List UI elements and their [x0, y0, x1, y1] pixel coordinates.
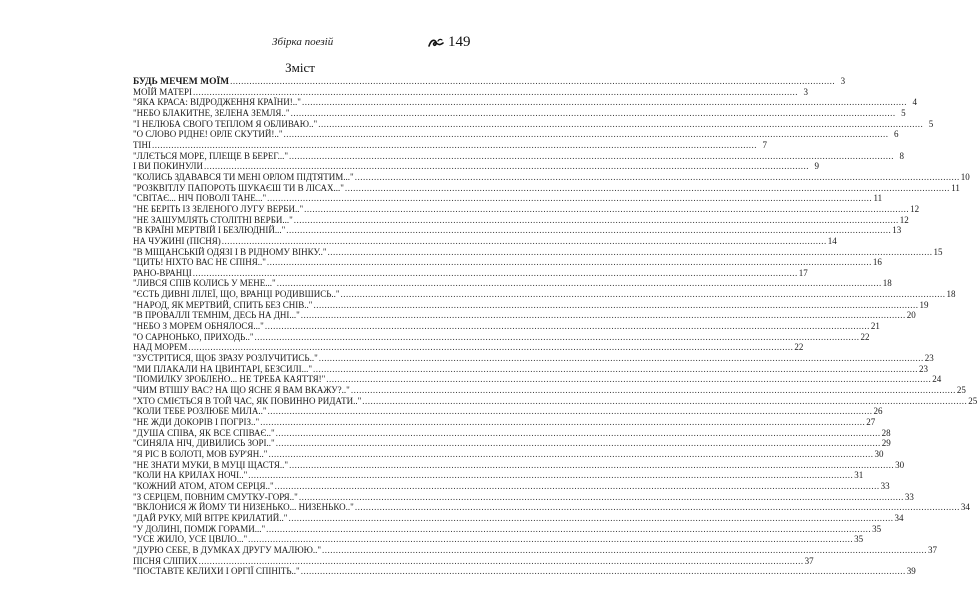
toc-entry[interactable] [133, 448, 884, 460]
toc-entry-title: ТІНІ [133, 139, 151, 150]
toc-leader-dots [302, 97, 907, 108]
toc-leader-dots [276, 428, 881, 439]
toc-entry-title: "У ДОЛИНІ, ПОМІЖ ГОРАМИ..." [133, 523, 266, 534]
toc-entry-title: "КОЛИ НА КРИЛАХ НОЧІ.." [133, 470, 248, 481]
toc-entry-title: БУДЬ МЕЧЕМ МОЇМ [133, 77, 230, 87]
toc-entry-title: "РОЗКВІТЛУ ПАПОРОТЬ ШУКАЄШ ТИ В ЛІСАХ..." [133, 182, 344, 193]
toc-entry-page: 22 [794, 342, 804, 353]
toc-entry-title: "НЕ ЖДИ ДОКОРІВ І ПОГРІЗ.." [133, 417, 260, 427]
toc-entry[interactable] [133, 480, 890, 492]
toc-entry[interactable] [133, 267, 808, 279]
toc-entry-page: 18 [882, 278, 892, 289]
toc-leader-dots [291, 108, 896, 119]
toc-entry[interactable] [133, 491, 914, 503]
toc-entry-title: "ЧИМ ВТІШУ ВАС? НА ЩО ЯСНЕ Я ВАМ ВКАЖУ?.." [133, 385, 350, 396]
toc-entry-page: 15 [933, 246, 943, 257]
toc-entry[interactable] [133, 417, 876, 428]
toc-entry[interactable] [133, 86, 808, 98]
toc-leader-dots [193, 268, 798, 279]
toc-entry[interactable] [133, 203, 920, 215]
toc-entry-page: 8 [899, 150, 904, 161]
toc-entry[interactable] [133, 470, 864, 481]
toc-entry-page: 27 [866, 417, 876, 427]
toc-entry-title: "НЕБО З МОРЕМ ОБНЯЛОСЯ..." [133, 321, 264, 332]
toc-entry-page: 23 [924, 353, 934, 364]
toc-entry[interactable] [133, 523, 882, 535]
toc-entry-title: "КОЛИСЬ ЗДАВАВСЯ ТИ МЕНІ ОРЛОМ ПІДТЯТИМ..." [133, 171, 354, 182]
toc-entry[interactable] [133, 150, 904, 162]
toc-entry-title: "УСЕ ЖИЛО, УСЕ ЦВІЛО..." [133, 534, 248, 545]
toc-entry[interactable] [133, 289, 956, 300]
toc-entry-title: "О СЛОВО РІДНЕ! ОРЛЕ СКУТИЙ!.." [133, 129, 283, 140]
toc-entry-page: 7 [762, 139, 767, 150]
toc-entry-title: "ЛИВСЯ СПІВ КОЛИСЬ У МЕНЕ..." [133, 278, 276, 289]
toc-entry-page: 28 [881, 427, 891, 438]
toc-leader-dots [351, 385, 956, 396]
toc-entry-title: "ДАЙ РУКУ, МІЙ ВІТРЕ КРИЛАТИЙ.." [133, 512, 288, 523]
page-number: 149 [448, 34, 471, 50]
toc-entry-page: 21 [870, 321, 880, 332]
toc-leader-dots [341, 289, 946, 300]
toc-leader-dots [362, 396, 967, 407]
toc-entry-title: "В МІЩАНСЬКІЙ ОДЯЗІ І В РІДНОМУ ВІНКУ.." [133, 246, 327, 257]
toc-entry[interactable] [133, 374, 942, 385]
toc-leader-dots [277, 278, 882, 289]
toc-entry[interactable] [133, 257, 882, 268]
toc-leader-dots [230, 76, 835, 87]
toc-entry-page: 37 [804, 555, 814, 566]
toc-entry-page: 34 [894, 512, 904, 523]
toc-entry-title: "НЕ БЕРІТЬ ІЗ ЗЕЛЕНОГО ЛУГУ ВЕРБИ.." [133, 203, 304, 214]
toc-entry-title: "ПОСТАВТЕ КЕЛИХИ І ОРГІЇ СПІНІТЬ.." [133, 566, 300, 577]
toc-leader-dots [289, 460, 894, 471]
toc-entry[interactable] [133, 171, 970, 183]
toc-entry[interactable] [133, 310, 916, 321]
toc-entry-page: 10 [960, 171, 970, 182]
toc-leader-dots [248, 534, 853, 545]
toc-entry[interactable] [133, 214, 909, 226]
toc-entry[interactable] [133, 321, 880, 332]
toc-entry[interactable] [133, 129, 899, 140]
toc-leader-dots [345, 183, 950, 194]
toc-entry-page: 33 [880, 480, 890, 491]
toc-leader-dots [267, 257, 872, 268]
toc-entry-title: "КОЖНИЙ АТОМ, АТОМ СЕРЦЯ.." [133, 480, 274, 491]
toc-entry-page: 4 [912, 97, 917, 108]
toc-entry-page: 22 [860, 331, 870, 342]
toc-entry-page: 34 [960, 502, 970, 513]
toc-entry-page: 18 [946, 289, 956, 300]
toc-entry-page: 26 [873, 406, 883, 417]
toc-entry[interactable] [133, 427, 891, 439]
toc-entry-page: 12 [899, 214, 909, 225]
toc-entry-page: 3 [840, 76, 846, 86]
toc-entry-page: 6 [894, 129, 899, 140]
toc-entry-page: 30 [874, 448, 884, 459]
toc-entry-page: 5 [901, 107, 906, 118]
toc-entry-title: "СВІТАЄ... НІЧ ПОВОЛІ ТАНЕ..." [133, 193, 267, 204]
toc-leader-dots [255, 332, 860, 343]
toc-leader-dots [266, 524, 871, 535]
toc-entry-title: "КОЛИ ТЕБЕ РОЗЛЮБЕ МИЛА.." [133, 406, 267, 417]
toc-leader-dots [267, 193, 872, 204]
toc-entry-title: НАД МОРЕМ [133, 342, 188, 353]
toc-leader-dots [313, 364, 918, 375]
toc-entry-page: 35 [854, 534, 864, 545]
toc-leader-dots [193, 87, 798, 98]
toc-entry-page: 11 [951, 182, 960, 193]
toc-leader-dots [301, 566, 906, 577]
toc-entry-title: "НАРОД, ЯК МЕРТВИЙ, СПИТЬ БЕЗ СНІВ.." [133, 299, 313, 310]
toc-leader-dots [328, 247, 933, 258]
toc-entry-page: 13 [892, 225, 902, 236]
toc-entry[interactable] [133, 246, 943, 258]
toc-list [133, 76, 977, 577]
toc-entry-page: 20 [906, 310, 916, 321]
toc-heading: Зміст [285, 60, 315, 75]
toc-entry-title: "В КРАЇНІ МЕРТВІЙ І БЕЗЛЮДНІЙ..." [133, 225, 286, 236]
toc-entry[interactable] [133, 459, 905, 471]
toc-leader-dots [355, 172, 960, 183]
toc-entry-title: "ЛЛЄТЬСЯ МОРЕ, ПЛЕЩЕ В БЕРЕГ..." [133, 150, 288, 161]
toc-entry[interactable] [133, 566, 916, 577]
toc-entry-page: 35 [872, 523, 882, 534]
toc-leader-dots [355, 502, 960, 513]
toc-entry[interactable] [133, 363, 928, 375]
toc-leader-dots [313, 300, 918, 311]
toc-leader-dots [286, 225, 891, 236]
toc-entry[interactable] [133, 139, 767, 151]
toc-section-entry[interactable] [133, 76, 846, 87]
toc-entry-page: 31 [854, 470, 864, 481]
toc-leader-dots [304, 204, 909, 215]
toc-entry[interactable] [133, 331, 870, 343]
toc-entry[interactable] [133, 544, 937, 556]
toc-entry-title: "І НЕЛЮБА СВОГО ТЕПЛОМ Я ОБЛИВАЮ.." [133, 118, 318, 129]
toc-leader-dots [301, 310, 906, 321]
book-title: Збірка поезій [272, 36, 334, 48]
toc-entry-page: 3 [803, 86, 808, 97]
toc-entry-page: 37 [928, 544, 937, 555]
toc-entry-title: "МИ ПЛАКАЛИ НА ЦВИНТАРІ, БЕЗСИЛІ..." [133, 363, 312, 374]
toc-entry-page: 23 [919, 363, 928, 374]
toc-entry-title: ПІСНЯ СЛІПИХ [133, 555, 198, 566]
toc-entry-page: 24 [932, 374, 942, 385]
toc-entry[interactable] [133, 193, 883, 204]
toc-entry-title: "ПОМИЛКУ ЗРОБЛЕНО... НЕ ТРЕБА КАЯТТЯ!" [133, 374, 326, 385]
toc-entry-page: 25 [968, 395, 977, 406]
toc-entry-title: "Я РІС В БОЛОТІ, МОВ БУР'ЯН.." [133, 448, 268, 459]
toc-entry-title: І ВИ ПОКИНУЛИ [133, 161, 203, 172]
toc-entry[interactable] [133, 406, 883, 417]
toc-entry-title: "З СЕРЦЕМ, ПОВНИМ СМУТКУ-ГОРЯ.." [133, 491, 298, 502]
toc-entry-page: 39 [906, 566, 916, 577]
toc-entry[interactable] [133, 342, 804, 353]
toc-leader-dots [319, 353, 924, 364]
toc-entry[interactable] [133, 555, 814, 567]
toc-entry-title: "ВКЛОНИСЯ Ж ЙОМУ ТИ НИЗЕНЬКО... НИЗЕНЬКО.." [133, 502, 354, 513]
toc-entry-title: "ДУША СПІВА, ЯК ВСЕ СПІВАЄ.." [133, 427, 275, 438]
toc-leader-dots [294, 215, 899, 226]
toc-leader-dots [199, 556, 804, 567]
toc-entry-title: "ЯКА КРАСА: ВІДРОДЖЕННЯ КРАЇНИ!.." [133, 97, 301, 108]
toc-leader-dots [248, 470, 853, 481]
toc-entry-title: НА ЧУЖИНІ (ПІСНЯ) [133, 235, 221, 246]
toc-leader-dots [288, 513, 893, 524]
toc-entry-page: 16 [872, 257, 882, 268]
toc-entry-page: 19 [919, 299, 929, 310]
toc-entry-page: 17 [798, 267, 808, 278]
toc-entry[interactable] [133, 161, 819, 172]
toc-entry-page: 11 [873, 193, 883, 204]
toc-entry-title: "НЕ ЗАШУМЛЯТЬ СТОЛІТНІ ВЕРБИ..." [133, 214, 293, 225]
toc-leader-dots [276, 438, 881, 449]
toc-entry-title: "НЕБО БЛАКИТНЕ, ЗЕЛЕНА ЗЕМЛЯ.." [133, 107, 290, 118]
toc-entry-title: "НЕ ЗНАТИ МУКИ, В МУЦІ ЩАСТЯ.." [133, 459, 289, 470]
toc-entry-title: "ХТО СМІЄТЬСЯ В ТОЙ ЧАС, ЯК ПОВИННО РИДАТИ.." [133, 395, 362, 406]
toc-entry-title: "О САРНОНЬКО, ПРИХОДЬ.." [133, 331, 254, 342]
toc-entry[interactable] [133, 353, 934, 364]
toc-entry-title: "В ПРОВАЛЛІ ТЕМНІМ, ДЕСЬ НА ДНІ..." [133, 310, 300, 321]
toc-leader-dots [204, 161, 809, 172]
toc-entry-title: "ЄСТЬ ДИВНІ ЛІЛЕЇ, ЩО, ВРАНЦІ РОДИВШИСЬ.." [133, 289, 340, 300]
toc-entry-title: "СИНЯЛА НІЧ, ДИВИЛИСЬ ЗОРІ.." [133, 438, 275, 449]
toc-leader-dots [265, 321, 870, 332]
toc-entry[interactable] [133, 385, 966, 396]
toc-entry-page: 12 [910, 203, 920, 214]
toc-entry-title: "ЗУСТРІТИСЯ, ЩОБ ЗРАЗУ РОЗЛУЧИТИСЬ.." [133, 353, 318, 364]
page-number-group [428, 34, 471, 51]
toc-entry[interactable] [133, 225, 902, 236]
toc-entry[interactable] [133, 97, 917, 108]
toc-entry[interactable] [133, 107, 906, 119]
running-head [0, 34, 600, 54]
toc-leader-dots [268, 406, 873, 417]
toc-leader-dots [222, 236, 827, 247]
toc-entry[interactable] [133, 118, 934, 130]
toc-entry-title: РАНО-ВРАНЦІ [133, 267, 192, 278]
toc-entry-page: 9 [814, 161, 819, 172]
toc-leader-dots [152, 140, 757, 151]
toc-entry[interactable] [133, 235, 837, 247]
toc-entry-page: 30 [895, 459, 905, 470]
toc-entry[interactable] [133, 278, 892, 289]
toc-leader-dots [318, 119, 923, 130]
toc-leader-dots [275, 481, 880, 492]
toc-leader-dots [188, 342, 793, 353]
fleuron-icon [428, 37, 444, 49]
toc-entry[interactable] [133, 502, 970, 513]
toc-leader-dots [299, 492, 904, 503]
toc-entry-page: 5 [928, 118, 934, 129]
toc-entry-title: "ДУРЮ СЕБЕ, В ДУМКАХ ДРУГУ МАЛЮЮ.." [133, 544, 321, 555]
toc-leader-dots [284, 129, 889, 140]
toc-entry-title: МОЇЙ МАТЕРІ [133, 86, 192, 97]
toc-entry[interactable] [133, 438, 891, 449]
toc-leader-dots [326, 374, 931, 385]
toc-entry[interactable] [133, 534, 864, 545]
toc-leader-dots [260, 417, 865, 428]
toc-entry[interactable] [133, 299, 929, 311]
toc-leader-dots [289, 151, 894, 162]
toc-entry[interactable] [133, 395, 977, 407]
toc-entry-page: 29 [881, 438, 891, 449]
toc-leader-dots [322, 545, 927, 556]
toc-entry[interactable] [133, 182, 960, 194]
toc-entry-page: 25 [956, 385, 966, 396]
toc-leader-dots [268, 449, 873, 460]
toc-entry[interactable] [133, 512, 904, 524]
toc-entry-title: "ЦИТЬ! НІХТО ВАС НЕ СПІНЯ.." [133, 257, 266, 268]
toc-entry-page: 33 [904, 491, 914, 502]
toc-entry-page: 14 [827, 235, 837, 246]
